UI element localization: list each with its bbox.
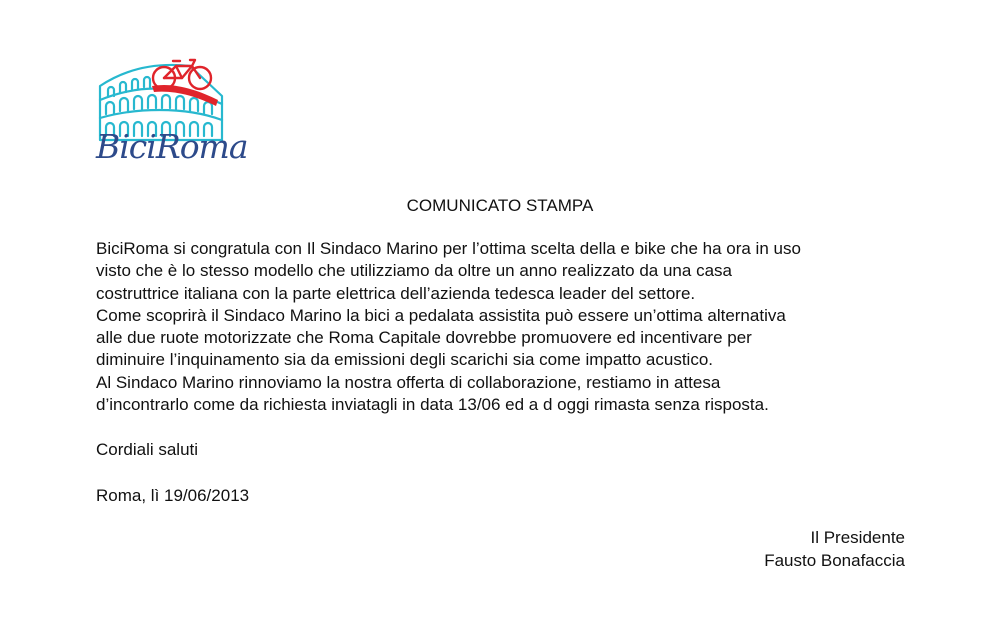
body-line: visto che è lo stesso modello che utilizziamo da oltre un anno realizzato da una casa <box>96 261 732 281</box>
closing-greeting: Cordiali saluti <box>96 440 199 459</box>
document-body <box>96 238 916 416</box>
biciroma-wordmark: BiciRoma <box>96 127 248 166</box>
body-line: alle due ruote motorizzate che Roma Capitale dovrebbe promuovere ed incentivare per <box>96 328 752 348</box>
biciroma-logo <box>94 56 248 174</box>
body-line: Come scoprirà il Sindaco Marino la bici a pedalata assistita può essere un’ottima alternativa <box>96 305 786 325</box>
signature-block <box>764 527 905 572</box>
body-line: costruttrice italiana con la parte elettrica dell’azienda tedesca leader del settore. <box>96 283 696 303</box>
signature-name: Fausto Bonafaccia <box>764 550 905 570</box>
body-line: BiciRoma si congratula con Il Sindaco Marino per l’ottima scelta della e bike che ha ora in uso <box>96 239 801 258</box>
document-title: COMUNICATO STAMPA <box>406 196 594 215</box>
signature-role: Il Presidente <box>810 528 905 547</box>
body-line: diminuire l’inquinamento sia da emissioni degli scarichi sia come impatto acustico. <box>96 350 714 370</box>
body-line: Al Sindaco Marino rinnoviamo la nostra offerta di collaborazione, restiamo in attesa <box>96 372 721 392</box>
body-line: d’incontrarlo come da richiesta inviatagli in data 13/06 ed a d oggi rimasta senza risposta. <box>96 395 769 415</box>
place-date: Roma, lì 19/06/2013 <box>96 486 250 505</box>
